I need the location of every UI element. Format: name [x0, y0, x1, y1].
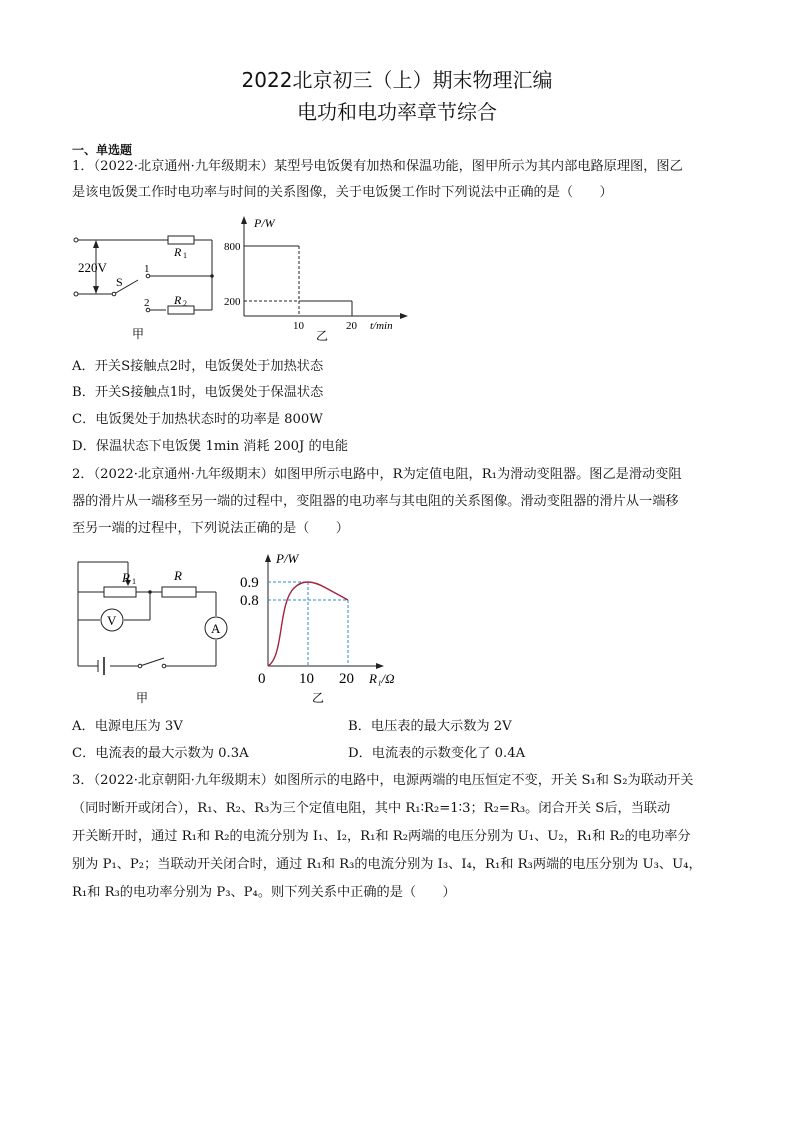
q2-r1-label: R: [122, 570, 130, 585]
q1-x-tick-10: 10: [293, 320, 304, 332]
q1-caption-b: 乙: [316, 329, 329, 343]
q1-y-tick-200: 200: [224, 296, 241, 308]
document-title: 2022北京初三（上）期末物理汇编: [241, 68, 553, 92]
q1-power-time-graph: [244, 220, 404, 316]
q1-voltage-label: 220V: [78, 260, 107, 275]
q1-option-d: D．保温状态下电饭煲 1min 消耗 200J 的电能: [72, 439, 349, 454]
q1-x-axis-label: t/min: [370, 320, 393, 332]
q2-ammeter-label: A: [211, 621, 221, 636]
q3-stem-line4: 别为 P₁、P₂；当联动开关闭合时，通过 R₁和 R₃的电流分别为 I₃、I₄，R₁和 R₃两端的电压分别为 U₃、U₄，: [72, 857, 702, 872]
q2-x-axis-label: R₁/Ω: [369, 671, 395, 686]
q1-contact2-label: 2: [144, 297, 150, 309]
q2-circuit-diagram: [78, 562, 216, 672]
q1-caption-a: 甲: [132, 327, 145, 341]
q1-x-tick-20: 20: [346, 320, 357, 332]
q2-x-tick-10: 10: [299, 671, 314, 687]
q2-voltmeter-label: V: [107, 613, 117, 628]
q1-contact1-label: 1: [144, 263, 150, 275]
q1-y-axis-label: P/W: [254, 216, 275, 230]
q1-r1-label: R: [174, 245, 182, 259]
q2-option-c: C．电流表的最大示数为 0.3A: [72, 746, 249, 761]
q1-r2-label: R: [174, 293, 182, 307]
section-heading: 一、单选题: [72, 143, 133, 157]
q2-stem-line3: 至另一端的过程中，下列说法正确的是（ ）: [72, 521, 349, 536]
q2-caption-a: 甲: [136, 691, 149, 705]
q3-stem-line1: 3．（2022·北京朝阳·九年级期末）如图所示的电路中，电源两端的电压恒定不变，开关 S₁和 S₂为联动开关: [72, 773, 694, 788]
q1-stem-line2: 是该电饭煲工作时电功率与时间的关系图像，关于电饭煲工作时下列说法中正确的是（ ）: [72, 185, 613, 200]
q3-stem-line3: 开关断开时，通过 R₁和 R₂的电流分别为 I₁、I₂，R₁和 R₂两端的电压分别为 U₁、U₂，R₁和 R₂的电功率分: [72, 829, 691, 844]
q1-figures: [70, 212, 420, 352]
q2-y-tick-0-8: 0.8: [240, 593, 259, 609]
q1-y-tick-800: 800: [224, 241, 241, 253]
q1-option-a: A．开关S接触点2时，电饭煲处于加热状态: [72, 359, 324, 374]
document-subtitle: 电功和电功率章节综合: [297, 100, 497, 124]
q1-r2-subscript: 2: [183, 299, 187, 308]
q1-stem-line1: 1．（2022·北京通州·九年级期末）某型号电饭煲有加热和保温功能，图甲所示为其内部电路原理图，图乙: [72, 159, 683, 174]
q2-figures: [72, 544, 412, 712]
q1-option-c: C．电饭煲处于加热状态时的功率是 800W: [72, 412, 323, 427]
q2-stem-line2: 器的滑片从一端移至另一端的过程中，变阻器的电功率与其电阻的关系图像。滑动变阻器的滑片从一端移: [72, 494, 679, 509]
q2-power-resistance-graph: [268, 558, 380, 666]
q3-stem-line5: R₁和 R₃的电功率分别为 P₃、P₄。则下列关系中正确的是（ ）: [72, 885, 456, 900]
q2-y-axis-label: P/W: [276, 551, 299, 566]
q3-stem-line2: （同时断开或闭合），R₁、R₂、R₃为三个定值电阻，其中 R₁∶R₂=1∶3；R₂=R₃。闭合开关 S后，当联动: [72, 801, 671, 816]
q2-x-tick-0: 0: [258, 671, 266, 687]
q2-option-b: B．电压表的最大示数为 2V: [348, 719, 512, 734]
q2-r1-subscript: 1: [132, 577, 136, 586]
q2-y-tick-0-9: 0.9: [240, 575, 259, 591]
q2-option-d: D．电流表的示数变化了 0.4A: [348, 746, 526, 761]
q2-stem-line1: 2．（2022·北京通州·九年级期末）如图甲所示电路中，R为定值电阻，R₁为滑动变阻器。图乙是滑动变阻: [72, 467, 682, 482]
q2-x-tick-20: 20: [339, 671, 354, 687]
q2-option-a: A．电源电压为 3V: [72, 719, 183, 734]
q1-r1-subscript: 1: [183, 251, 187, 260]
q2-caption-b: 乙: [312, 691, 325, 705]
q2-r-label: R: [174, 568, 182, 583]
q1-option-b: B．开关S接触点1时，电饭煲处于保温状态: [72, 385, 324, 400]
q1-switch-label: S: [116, 275, 123, 289]
